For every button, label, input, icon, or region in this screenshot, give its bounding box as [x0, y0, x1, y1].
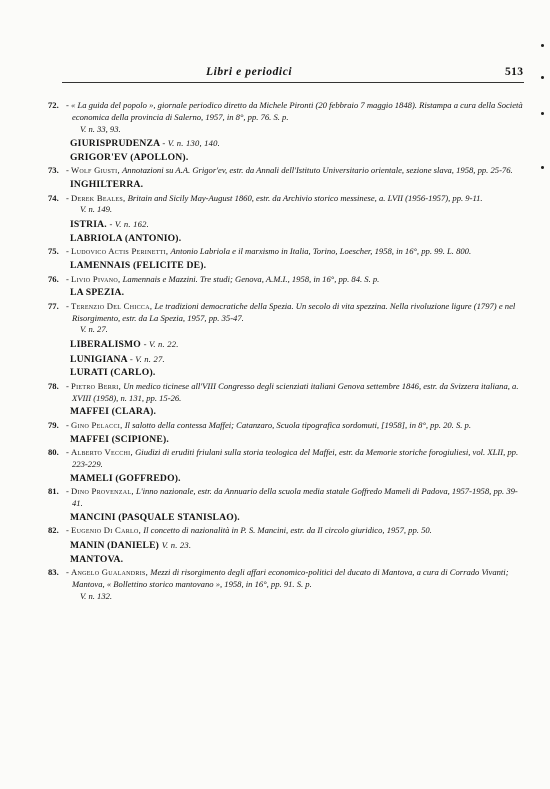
entry-number: 82. — [48, 525, 59, 536]
subject-name: MAFFEI (SCIPIONE). — [70, 433, 170, 445]
subject-name: MANCINI (PASQUALE STANISLAO). — [70, 511, 240, 523]
subject-heading — [70, 137, 550, 151]
bibliography-list — [0, 100, 550, 605]
subject-name: MAMELI (GOFFREDO). — [70, 472, 181, 484]
subject-heading — [70, 367, 550, 380]
bibliography-entry — [48, 380, 524, 405]
entry-number: 73. — [48, 165, 59, 176]
entry-citation: - « La guida del popolo », giornale periodico diretto da Michele Pironti (20 febbraio 7 maggio 1848). Ristampa a cura della Società economica della provincia di Salerno, 1957, in 8°, pp. 76. S. p. — [66, 100, 523, 122]
subject-cross-reference: V. n. 23. — [161, 540, 192, 551]
entry-citation: - Wolf Giusti, Annotazioni su A.A. Grigor'ev, estr. da Annali dell'Istituto Universitario orientale, sezione slava, 1958, pp. 25-76. — [66, 165, 513, 176]
subject-heading — [70, 233, 550, 246]
subject-name: LIBERALISMO — [70, 339, 141, 351]
entry-text: « La guida del popolo », giornale periodico diretto da Michele Pironti (20 febbraio 7 maggio 1848). Ristampa a cura della Società economica della provincia di Salerno, 1957, in 8°, pp. 76. S. p. — [71, 100, 523, 122]
entry-text: Il concetto di nazionalità in P. S. Mancini, estr. da Il circolo giuridico, 1957, pp. 50. — [143, 525, 432, 536]
subject-cross-reference: - V. n. 22. — [143, 339, 179, 350]
page-number: 513 — [505, 66, 524, 78]
entry-text: Lamennais e Mazzini. Tre studi; Genova, A.M.I., 1958, in 16°, pp. 84. S. p. — [122, 273, 380, 284]
entry-citation: - Angelo Gualandris, Mezzi di risorgimento degli affari economico-politici del ducato di Mantova, a cura di Corrado Vivanti; Mantova, « Bollettino storico mantovano », 1958, in 16°, pp. 91. S. p. — [66, 567, 509, 589]
entry-number: 76. — [48, 273, 59, 284]
entry-text: Britain and Sicily May-August 1860, estr. da Archivio storico messinese, a. LVII (1956-1957), pp. 9-11. — [127, 192, 483, 203]
entry-author: Gino Pelacci, — [71, 419, 123, 430]
entry-citation: - Terenzio Del Chicca, Le tradizioni democratiche della Spezia. Un secolo di vita spezzina. Nella rivoluzione ligure (1797) e nel Risorgimento, estr. da La Spezia, 1957, pp. 35-47. — [66, 300, 516, 323]
entry-cross-reference: V. n. 27. — [80, 324, 108, 335]
entry-text: Antonio Labriola e il marxismo in Italia, Torino, Loescher, 1958, in 16°, pp. 99. L. 800. — [170, 246, 472, 257]
bibliography-entry — [48, 273, 524, 286]
subject-cross-reference: - V. n. 162. — [109, 219, 149, 230]
subject-name: MAFFEI (CLARA). — [70, 406, 157, 418]
entry-author: Eugenio Di Carlo, — [71, 525, 142, 536]
subject-heading — [70, 152, 550, 165]
subject-cross-reference: - V. n. 27. — [129, 353, 165, 364]
subject-name: MANTOVA. — [70, 553, 124, 565]
entry-citation: - Eugenio Di Carlo, Il concetto di nazionalità in P. S. Mancini, estr. da Il circolo giuridico, 1957, pp. 50. — [66, 525, 432, 536]
entry-author: Terenzio Del Chicca, — [71, 300, 153, 311]
subject-heading — [70, 353, 550, 367]
margin-mark — [541, 44, 544, 47]
subject-name: GRIGOR'EV (APOLLON). — [70, 151, 189, 163]
bibliography-entry — [48, 419, 524, 432]
entry-number: 79. — [48, 419, 59, 430]
entry-number: 74. — [48, 192, 59, 203]
entry-author: Derek Beales, — [71, 192, 126, 203]
subject-name: LURATI (CARLO). — [70, 367, 156, 379]
entry-citation: - Derek Beales, Britain and Sicily May-August 1860, estr. da Archivio storico messinese, a. LVII (1956-1957), pp. 9-11. — [66, 192, 483, 203]
entry-cross-reference: V. n. 33, 93. — [80, 123, 121, 134]
entry-cross-reference: V. n. 149. — [80, 204, 113, 215]
subject-name: ISTRIA. — [70, 219, 107, 231]
entry-text: Annotazioni su A.A. Grigor'ev, estr. da Annali dell'Istituto Universitario orientale, sezione slava, 1958, pp. 25-76. — [122, 165, 513, 176]
bibliography-entry — [48, 300, 524, 336]
bibliography-entry — [48, 486, 524, 510]
bibliography-entry — [48, 447, 524, 471]
entry-author: Dino Provenzal, — [71, 486, 134, 497]
entry-citation: - Alberto Vecchi, Giudizi di eruditi friulani sulla storia teologica del Maffei, estr. da Memorie storiche forogiuliesi, vol. XLII, pp. 223-229. — [66, 447, 519, 469]
entry-text: Il salotto della contessa Maffei; Catanzaro, Scuola tipografica sordomuti, [1958], in 8°, pp. 20. S. p. — [124, 419, 471, 430]
bibliography-entry — [48, 567, 524, 602]
entry-number: 72. — [48, 100, 59, 110]
subject-name: LAMENNAIS (FELICITE DE). — [70, 260, 207, 272]
entry-author: Livio Pivano, — [71, 273, 121, 284]
subject-name: LABRIOLA (ANTONIO). — [70, 232, 182, 244]
subject-heading — [70, 512, 550, 525]
entry-author: Angelo Gualandris, — [71, 567, 149, 578]
bibliography-entry — [48, 165, 524, 177]
subject-heading — [70, 338, 550, 352]
running-title: Libri e periodici — [206, 66, 293, 78]
bibliography-entry — [48, 192, 524, 217]
subject-name: MANIN (DANIELE) — [70, 540, 160, 552]
entry-citation: - Pietro Berri, Un medico ticinese all'VIII Congresso degli scienziati italiani Genova settembre 1846, estr. da Svizzera italiana, a. XVIII (1958), n. 131, pp. 15-26. — [66, 380, 519, 403]
subject-heading — [70, 539, 550, 553]
entry-author: Pietro Berri, — [71, 380, 122, 391]
subject-heading — [70, 554, 550, 567]
entry-text: Mezzi di risorgimento degli affari economico-politici del ducato di Mantova, a cura di Corrado Vivanti; Mantova, « Bollettino storico mantovano », 1958, in 16°, pp. 91. S. p. — [72, 567, 509, 589]
subject-name: LA SPEZIA. — [70, 287, 125, 299]
running-header — [0, 66, 550, 80]
bibliography-entry — [48, 525, 524, 537]
entry-number: 80. — [48, 447, 59, 458]
bibliography-entry — [48, 246, 524, 258]
entry-number: 75. — [48, 246, 59, 257]
entry-number: 77. — [48, 300, 59, 311]
entry-cross-reference: V. n. 132. — [80, 590, 113, 601]
entry-number: 81. — [48, 486, 59, 497]
entry-author: Alberto Vecchi, — [71, 447, 133, 458]
entry-citation: - Dino Provenzal, L'inno nazionale, estr. da Annuario della scuola media statale Goffredo Mameli di Padova, 1957-1958, pp. 39-41. — [66, 486, 518, 509]
entry-citation: - Livio Pivano, Lamennais e Mazzini. Tre studi; Genova, A.M.I., 1958, in 16°, pp. 84. S. p. — [66, 273, 380, 284]
entry-text: L'inno nazionale, estr. da Annuario della scuola media statale Goffredo Mameli di Padova, 1957-1958, pp. 39-41. — [72, 486, 518, 509]
subject-name: LUNIGIANA — [70, 353, 128, 365]
entry-number: 83. — [48, 567, 59, 578]
subject-heading — [70, 218, 550, 232]
header-rule — [62, 82, 524, 83]
entry-author: Ludovico Actis Perinetti, — [71, 246, 169, 257]
entry-citation: - Gino Pelacci, Il salotto della contessa Maffei; Catanzaro, Scuola tipografica sordomuti, [1958], in 8°, pp. 20. S. p. — [66, 419, 471, 430]
subject-heading — [70, 287, 550, 300]
subject-cross-reference: - V. n. 130, 140. — [162, 138, 220, 149]
entry-text: Un medico ticinese all'VIII Congresso degli scienziati italiani Genova settembre 1846, estr. da Svizzera italiana, a. XVIII (1958), n. 131, pp. 15-26. — [72, 380, 519, 403]
subject-heading — [70, 179, 550, 192]
subject-heading — [70, 434, 550, 447]
subject-name: GIURISPRUDENZA — [70, 138, 160, 150]
subject-heading — [70, 260, 550, 273]
subject-name: INGHILTERRA. — [70, 179, 144, 191]
entry-text: Giudizi di eruditi friulani sulla storia teologica del Maffei, estr. da Memorie storiche forogiuliesi, vol. XLII, pp. 223-229. — [72, 447, 519, 469]
subject-heading — [70, 473, 550, 486]
margin-mark — [541, 76, 544, 79]
entry-number: 78. — [48, 380, 59, 391]
entry-citation: - Ludovico Actis Perinetti, Antonio Labriola e il marxismo in Italia, Torino, Loescher, 1958, in 16°, pp. 99. L. 800. — [66, 246, 472, 257]
entry-author: Wolf Giusti, — [71, 165, 120, 176]
bibliography-entry — [48, 100, 524, 135]
subject-heading — [70, 406, 550, 419]
entry-text: Le tradizioni democratiche della Spezia. Un secolo di vita spezzina. Nella rivoluzione ligure (1797) e nel Risorgimento, estr. da La Spezia, 1957, pp. 35-47. — [72, 300, 516, 323]
